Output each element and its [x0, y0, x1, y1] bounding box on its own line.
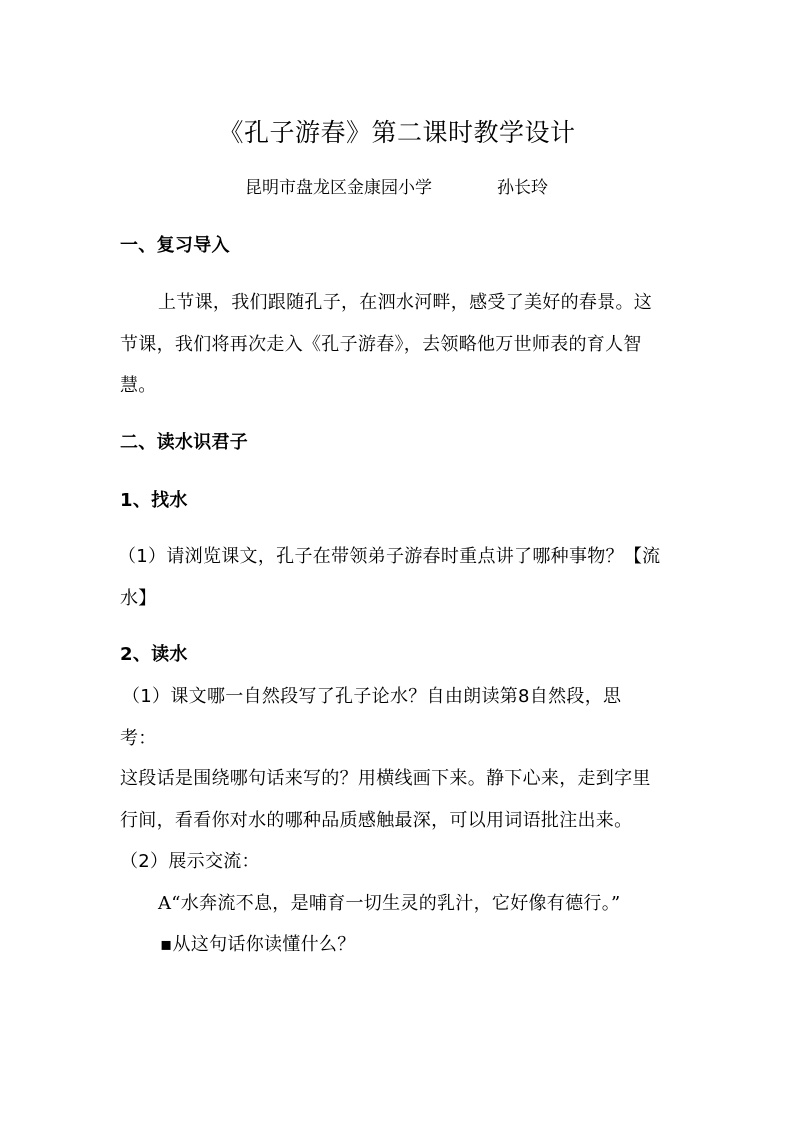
question-line: 考：: [120, 728, 157, 749]
task-line: 行间，看看你对水的哪种品质感触最深，可以用词语批注出来。: [120, 810, 633, 831]
author-name: 孙长玲: [497, 178, 548, 198]
question-line: （1）请浏览课文，孔子在带领弟子游春时重点讲了哪种事物？【流: [118, 546, 661, 567]
school-name: 昆明市盘龙区金康园小学: [245, 178, 432, 198]
question-line: （1）课文哪一自然段写了孔子论水？自由朗读第8自然段，思: [122, 686, 622, 707]
paragraph-line: 慧。: [120, 375, 157, 396]
subsection-heading-find-water: 1、找水: [120, 490, 188, 511]
paragraph-line: 上节课，我们跟随孔子，在泗水河畔，感受了美好的春景。这: [158, 292, 653, 313]
exchange-line: （2）展示交流：: [120, 851, 260, 872]
question-line: 水】: [120, 588, 157, 609]
subsection-heading-read-water: 2、读水: [120, 644, 188, 665]
section-heading-review: 一、复习导入: [120, 235, 230, 256]
task-line: 这段话是围绕哪句话来写的？用横线画下来。静下心来，走到字里: [120, 768, 651, 789]
bullet-question: ▪从这句话你读懂什么？: [160, 934, 356, 955]
paragraph-line: 节课，我们将再次走入《孔子游春》，去领略他万世师表的育人智: [120, 334, 642, 355]
document-title: 《孔子游春》第二课时教学设计: [218, 118, 576, 147]
section-heading-water: 二、读水识君子: [120, 432, 249, 453]
quote-line: A“水奔流不息，是哺育一切生灵的乳汁，它好像有德行。”: [158, 893, 621, 914]
